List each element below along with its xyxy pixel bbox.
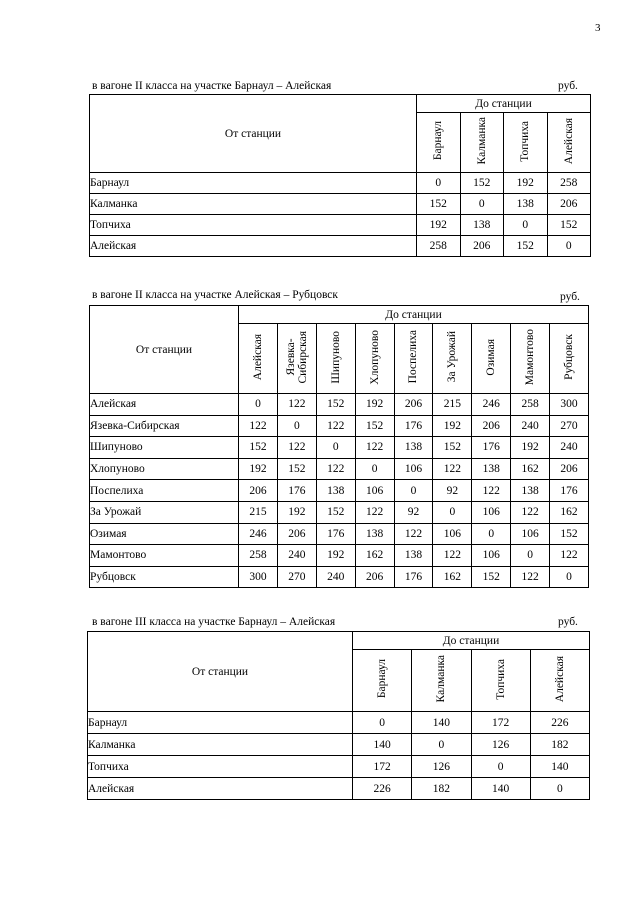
fare-cell: 122 [394, 523, 433, 545]
fare-table-3rd-class-barnaul-aleyskaya [87, 631, 590, 800]
table-row [90, 566, 589, 588]
fare-cell: 258 [511, 394, 550, 416]
fare-cell: 192 [433, 415, 472, 437]
fare-cell: 0 [550, 566, 589, 588]
fare-cell: 206 [277, 523, 316, 545]
fare-cell: 92 [394, 501, 433, 523]
fare-cell: 226 [353, 778, 412, 800]
fare-cell: 122 [433, 458, 472, 480]
fare-cell: 140 [471, 778, 530, 800]
column-header-label: Топчиха [519, 120, 532, 162]
fare-cell: 140 [530, 756, 589, 778]
fare-cell: 0 [547, 236, 591, 257]
from-station-header: От станции [90, 95, 417, 173]
row-station-name: Шипуново [90, 437, 239, 459]
fare-cell: 0 [511, 545, 550, 567]
fare-cell: 270 [277, 566, 316, 588]
from-station-header: От станции [88, 632, 353, 712]
column-header-label: Поспелиха [407, 330, 420, 384]
fare-cell: 176 [277, 480, 316, 502]
fare-cell: 162 [355, 545, 394, 567]
column-header-label: Калманка [475, 117, 488, 165]
column-header-station [460, 113, 504, 173]
from-station-header: От станции [90, 306, 239, 394]
fare-cell: 152 [472, 566, 511, 588]
fare-cell: 240 [316, 566, 355, 588]
fare-cell: 152 [417, 194, 461, 215]
column-header-station [504, 113, 548, 173]
column-header-station [353, 650, 412, 712]
fare-cell: 106 [394, 458, 433, 480]
fare-cell: 152 [550, 523, 589, 545]
fare-cell: 106 [355, 480, 394, 502]
fare-cell: 300 [550, 394, 589, 416]
fare-cell: 152 [239, 437, 278, 459]
fare-cell: 176 [394, 566, 433, 588]
fare-cell: 246 [239, 523, 278, 545]
column-header-station [433, 324, 472, 394]
fare-cell: 0 [316, 437, 355, 459]
row-station-name: Рубцовск [90, 566, 239, 588]
fare-cell: 206 [394, 394, 433, 416]
fare-cell: 206 [355, 566, 394, 588]
row-station-name: Алейская [88, 778, 353, 800]
fare-cell: 0 [417, 173, 461, 194]
row-station-name: Калманка [90, 194, 417, 215]
fare-cell: 215 [433, 394, 472, 416]
table-row [90, 523, 589, 545]
fare-cell: 138 [472, 458, 511, 480]
column-header-label: Шипуново [329, 330, 342, 384]
table-2-unit: руб. [560, 291, 580, 303]
table-row [90, 215, 591, 236]
row-station-name: Язевка-Сибирская [90, 415, 239, 437]
column-header-label: Алейская [251, 333, 264, 381]
table-row [88, 712, 590, 734]
fare-cell: 0 [277, 415, 316, 437]
fare-cell: 176 [472, 437, 511, 459]
to-station-header: До станции [239, 306, 589, 324]
to-station-header: До станции [417, 95, 591, 113]
fare-cell: 152 [355, 415, 394, 437]
column-header-label: Мамонтово [524, 328, 537, 386]
row-station-name: Топчиха [88, 756, 353, 778]
row-station-name: Алейская [90, 236, 417, 257]
fare-cell: 206 [550, 458, 589, 480]
fare-cell: 206 [460, 236, 504, 257]
fare-cell: 122 [472, 480, 511, 502]
row-station-name: Озимая [90, 523, 239, 545]
fare-cell: 192 [504, 173, 548, 194]
fare-cell: 258 [239, 545, 278, 567]
table-row [90, 437, 589, 459]
row-station-name: Барнаул [88, 712, 353, 734]
table-row [88, 734, 590, 756]
fare-cell: 192 [511, 437, 550, 459]
fare-cell: 152 [316, 501, 355, 523]
column-header-label: Топчиха [494, 658, 507, 700]
fare-cell: 0 [471, 756, 530, 778]
fare-cell: 176 [316, 523, 355, 545]
row-station-name: Калманка [88, 734, 353, 756]
fare-cell: 162 [511, 458, 550, 480]
fare-cell: 122 [511, 566, 550, 588]
fare-cell: 152 [433, 437, 472, 459]
table-row [90, 480, 589, 502]
fare-cell: 0 [504, 215, 548, 236]
fare-cell: 122 [277, 437, 316, 459]
fare-cell: 176 [550, 480, 589, 502]
fare-cell: 192 [277, 501, 316, 523]
fare-cell: 0 [412, 734, 471, 756]
column-header-label: За Урожай [446, 331, 459, 383]
fare-cell: 138 [394, 437, 433, 459]
fare-cell: 206 [547, 194, 591, 215]
column-header-station [316, 324, 355, 394]
fare-cell: 122 [239, 415, 278, 437]
column-header-station [550, 324, 589, 394]
fare-cell: 106 [472, 545, 511, 567]
fare-cell: 182 [412, 778, 471, 800]
table-1-caption: в вагоне II класса на участке Барнаул – Алейская [92, 80, 332, 92]
table-row [90, 545, 589, 567]
fare-cell: 152 [547, 215, 591, 236]
table-3-caption: в вагоне III класса на участке Барнаул – Алейская [92, 616, 336, 628]
fare-cell: 206 [472, 415, 511, 437]
fare-cell: 192 [355, 394, 394, 416]
fare-cell: 126 [412, 756, 471, 778]
column-header-station [239, 324, 278, 394]
column-header-station [471, 650, 530, 712]
fare-cell: 172 [471, 712, 530, 734]
fare-cell: 258 [417, 236, 461, 257]
fare-cell: 106 [511, 523, 550, 545]
fare-table-2nd-class-barnaul-aleyskaya [89, 94, 591, 257]
fare-cell: 240 [277, 545, 316, 567]
fare-cell: 270 [550, 415, 589, 437]
table-row [90, 415, 589, 437]
fare-cell: 122 [277, 394, 316, 416]
fare-cell: 106 [472, 501, 511, 523]
fare-cell: 182 [530, 734, 589, 756]
column-header-station [277, 324, 316, 394]
column-header-label: Барнаул [376, 659, 389, 699]
fare-cell: 138 [511, 480, 550, 502]
fare-cell: 122 [550, 545, 589, 567]
fare-cell: 246 [472, 394, 511, 416]
fare-table-2nd-class-aleyskaya-rubtsovsk [89, 305, 589, 588]
fare-cell: 138 [460, 215, 504, 236]
fare-cell: 140 [353, 734, 412, 756]
column-header-label: Алейская [562, 117, 575, 165]
fare-cell: 92 [433, 480, 472, 502]
table-3-unit: руб. [558, 616, 578, 628]
fare-cell: 122 [511, 501, 550, 523]
fare-cell: 240 [550, 437, 589, 459]
fare-cell: 0 [530, 778, 589, 800]
fare-cell: 192 [417, 215, 461, 236]
fare-cell: 162 [550, 501, 589, 523]
row-station-name: Поспелиха [90, 480, 239, 502]
table-row [90, 394, 589, 416]
row-station-name: Мамонтово [90, 545, 239, 567]
fare-cell: 206 [239, 480, 278, 502]
fare-cell: 122 [316, 415, 355, 437]
table-2-caption: в вагоне II класса на участке Алейская – Рубцовск [92, 289, 338, 301]
fare-cell: 152 [460, 173, 504, 194]
table-row [88, 778, 590, 800]
fare-cell: 0 [433, 501, 472, 523]
column-header-label: Озимая [485, 338, 498, 376]
fare-cell: 0 [355, 458, 394, 480]
fare-cell: 192 [316, 545, 355, 567]
column-header-station [417, 113, 461, 173]
fare-cell: 300 [239, 566, 278, 588]
column-header-station [547, 113, 591, 173]
fare-cell: 138 [355, 523, 394, 545]
fare-cell: 152 [316, 394, 355, 416]
column-header-station [355, 324, 394, 394]
table-row [88, 756, 590, 778]
fare-cell: 138 [316, 480, 355, 502]
column-header-station [394, 324, 433, 394]
table-row [90, 501, 589, 523]
column-header-label: Хлопуново [368, 329, 381, 385]
fare-cell: 240 [511, 415, 550, 437]
fare-cell: 226 [530, 712, 589, 734]
row-station-name: Алейская [90, 394, 239, 416]
table-row [90, 236, 591, 257]
fare-cell: 126 [471, 734, 530, 756]
fare-cell: 162 [433, 566, 472, 588]
fare-cell: 176 [394, 415, 433, 437]
row-station-name: За Урожай [90, 501, 239, 523]
fare-cell: 106 [433, 523, 472, 545]
column-header-station [530, 650, 589, 712]
table-row [90, 194, 591, 215]
fare-cell: 122 [433, 545, 472, 567]
column-header-station [412, 650, 471, 712]
fare-cell: 0 [353, 712, 412, 734]
fare-cell: 258 [547, 173, 591, 194]
fare-cell: 140 [412, 712, 471, 734]
table-row [90, 173, 591, 194]
column-header-label: Алейская [553, 655, 566, 703]
column-header-label: Рубцовск [563, 334, 575, 380]
fare-cell: 138 [504, 194, 548, 215]
fare-cell: 122 [316, 458, 355, 480]
fare-cell: 122 [355, 501, 394, 523]
fare-cell: 0 [239, 394, 278, 416]
row-station-name: Хлопуново [90, 458, 239, 480]
fare-cell: 122 [355, 437, 394, 459]
fare-cell: 0 [394, 480, 433, 502]
column-header-label: Калманка [435, 655, 448, 703]
row-station-name: Топчиха [90, 215, 417, 236]
to-station-header: До станции [353, 632, 590, 650]
fare-cell: 215 [239, 501, 278, 523]
column-header-label: Язевка- Сибирская [284, 330, 309, 384]
fare-cell: 0 [460, 194, 504, 215]
fare-cell: 0 [472, 523, 511, 545]
column-header-station [511, 324, 550, 394]
fare-cell: 138 [394, 545, 433, 567]
fare-cell: 172 [353, 756, 412, 778]
table-row [90, 458, 589, 480]
column-header-station [472, 324, 511, 394]
fare-cell: 152 [277, 458, 316, 480]
table-1-unit: руб. [558, 80, 578, 92]
column-header-label: Барнаул [432, 121, 445, 161]
page-number: 3 [595, 22, 601, 34]
fare-cell: 152 [504, 236, 548, 257]
fare-cell: 192 [239, 458, 278, 480]
row-station-name: Барнаул [90, 173, 417, 194]
